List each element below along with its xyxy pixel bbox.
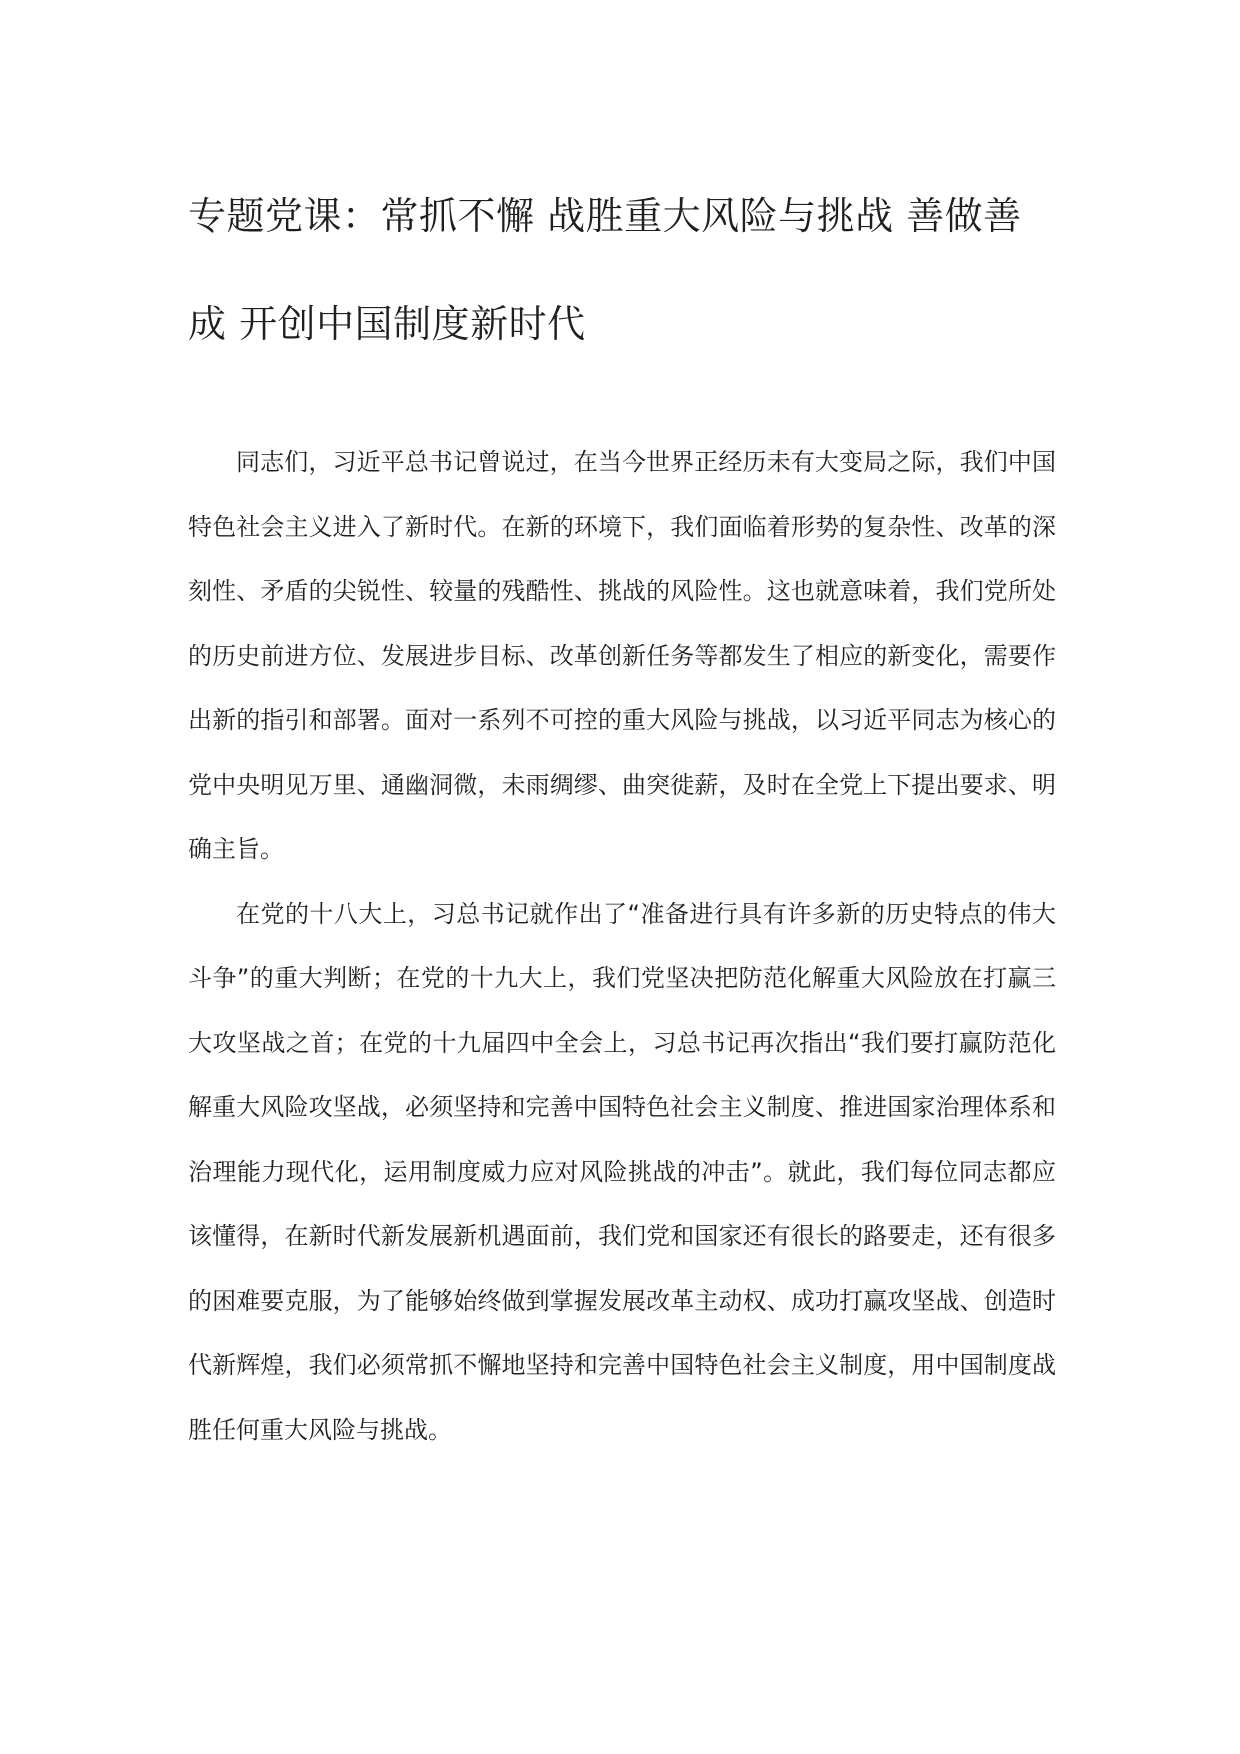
- document-title: 专题党课：常抓不懈 战胜重大风险与挑战 善做善成 开创中国制度新时代: [188, 194, 1022, 346]
- body-paragraph: 在党的十八大上，习总书记就作出了“准备进行具有许多新的历史特点的伟大斗争”的重大判断；在党的十九大上，我们党坚决把防范化解重大风险放在打赢三大攻坚战之首；在党的十九届四中全会上，习总书记再次指出“我们要打赢防范化解重大风险攻坚战，必须坚持和完善中国特色社会主义制度、推进国家治理体系和治理能力现代化，运用制度威力应对风险挑战的冲击”。就此，我们每位同志都应该懂得，在新时代新发展新机遇面前，我们党和国家还有很长的路要走，还有很多的困难要克服，为了能够始终做到掌握发展改革主动权、成功打赢攻坚战、创造时代新辉煌，我们必须常抓不懈地坚持和完善中国特色社会主义制度，用中国制度战胜任何重大风险与挑战。: [188, 899, 1056, 1444]
- body-paragraph: 同志们，习近平总书记曾说过，在当今世界正经历未有大变局之际，我们中国特色社会主义进入了新时代。在新的环境下，我们面临着形势的复杂性、改革的深刻性、矛盾的尖锐性、较量的残酷性、挑战的风险性。这也就意味着，我们党所处的历史前进方位、发展进步目标、改革创新任务等都发生了相应的新变化，需要作出新的指引和部署。面对一系列不可控的重大风险与挑战，以习近平同志为核心的党中央明见万里、通幽洞微，未雨绸缪、曲突徙薪，及时在全党上下提出要求、明确主旨。: [188, 448, 1056, 863]
- document-body: [188, 430, 1056, 1462]
